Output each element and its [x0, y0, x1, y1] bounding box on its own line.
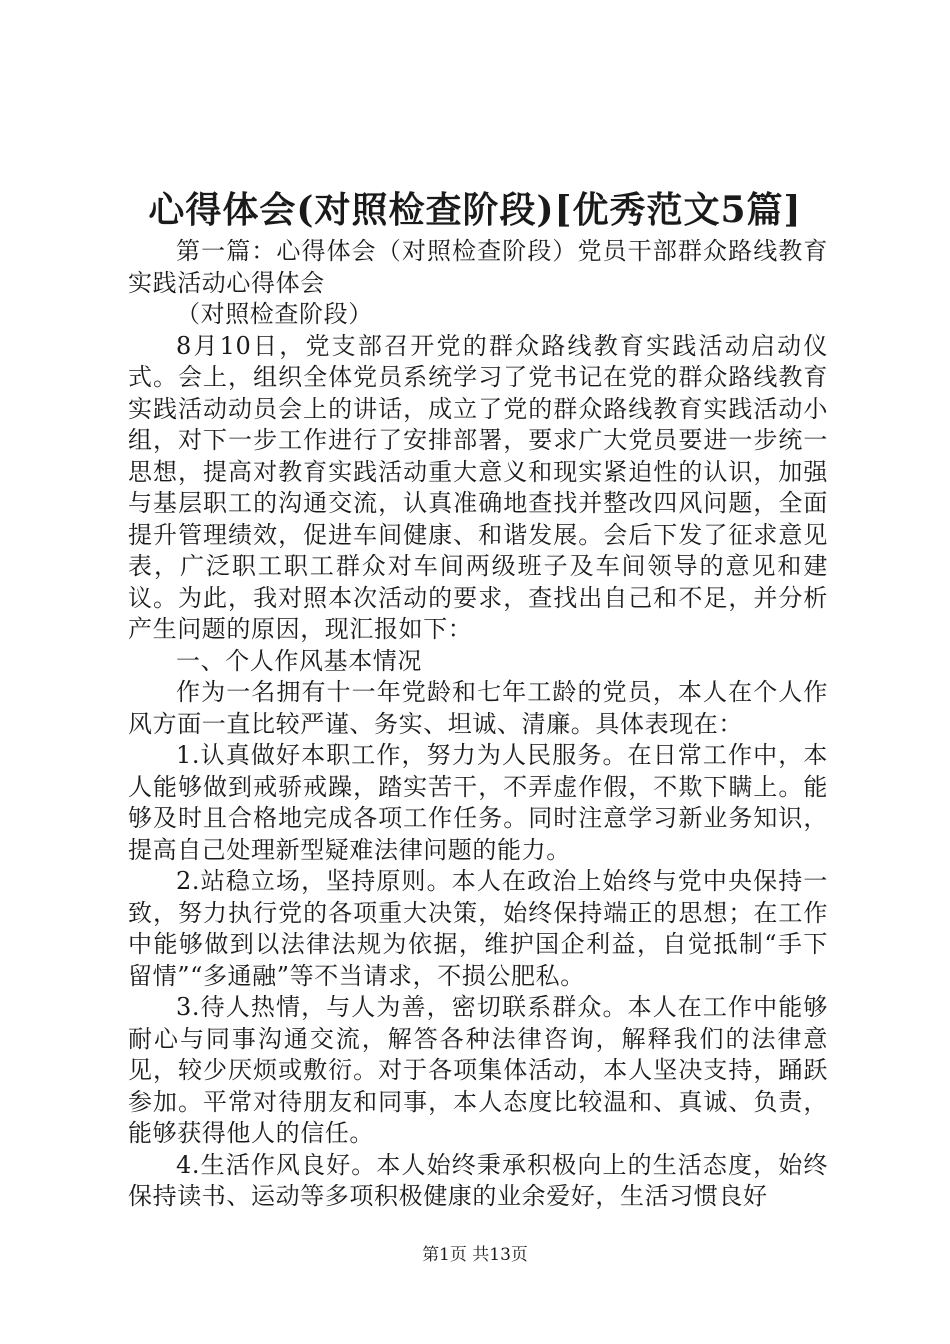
paragraph-item-4: 4.生活作风良好。本人始终秉承积极向上的生活态度，始终保持读书、运动等多项积极健康的业余爱好，生活习惯良好: [128, 1150, 828, 1210]
paragraph-item-2: 2.站稳立场，坚持原则。本人在政治上始终与党中央保持一致，努力执行党的各项重大决策，始终保持端正的思想；在工作中能够做到以法律法规为依据，维护国企利益，自觉抵制“手下留情”“多通融”等不当请求，不损公肥私。: [128, 867, 828, 990]
paragraph-item-1: 1.认真做好本职工作，努力为人民服务。在日常工作中，本人能够做到戒骄戒躁，踏实苦干，不弄虚作假，不欺下瞒上。能够及时且合格地完成各项工作任务。同时注意学习新业务知识，提高自己处理新型疑难法律问题的能力。: [128, 741, 828, 864]
document-body: [128, 236, 828, 1213]
document-title: 心得体会(对照检查阶段)[优秀范文5篇]: [148, 189, 802, 231]
paragraph-overview: 作为一名拥有十一年党龄和七年工龄的党员，本人在个人作风方面一直比较严谨、务实、坦诚、清廉。具体表现在：: [128, 678, 828, 738]
paragraph-intro: 8月10日，党支部召开党的群众路线教育实践活动启动仪式。会上，组织全体党员系统学习了党书记在党的群众路线教育实践活动动员会上的讲话，成立了党的群众路线教育实践活动小组，对下一步工作进行了安排部署，要求广大党员要进一步统一思想，提高对教育实践活动重大意义和现实紧迫性的认识，加强与基层职工的沟通交流，认真准确地查找并整改四风问题，全面提升管理绩效，促进车间健康、和谐发展。会后下发了征求意见表，广泛职工职工群众对车间两级班子及车间领导的意见和建议。为此，我对照本次活动的要求，查找出自己和不足，并分析产生问题的原因，现汇报如下：: [128, 331, 828, 643]
page-number-footer: 第1页 共13页: [422, 1245, 528, 1265]
paragraph-stage-note: （对照检查阶段）: [176, 300, 373, 328]
section-heading-personal-style: 一、个人作风基本情况: [176, 646, 422, 675]
paragraph-chapter-heading: 第一篇：心得体会（对照检查阶段）党员干部群众路线教育实践活动心得体会: [128, 237, 828, 297]
paragraph-item-3: 3.待人热情，与人为善，密切联系群众。本人在工作中能够耐心与同事沟通交流，解答各种法律咨询，解释我们的法律意见，较少厌烦或敷衍。对于各项集体活动，本人坚决支持，踊跃参加。平常对待朋友和同事，本人态度比较温和、真诚、负责，能够获得他人的信任。: [128, 993, 828, 1147]
